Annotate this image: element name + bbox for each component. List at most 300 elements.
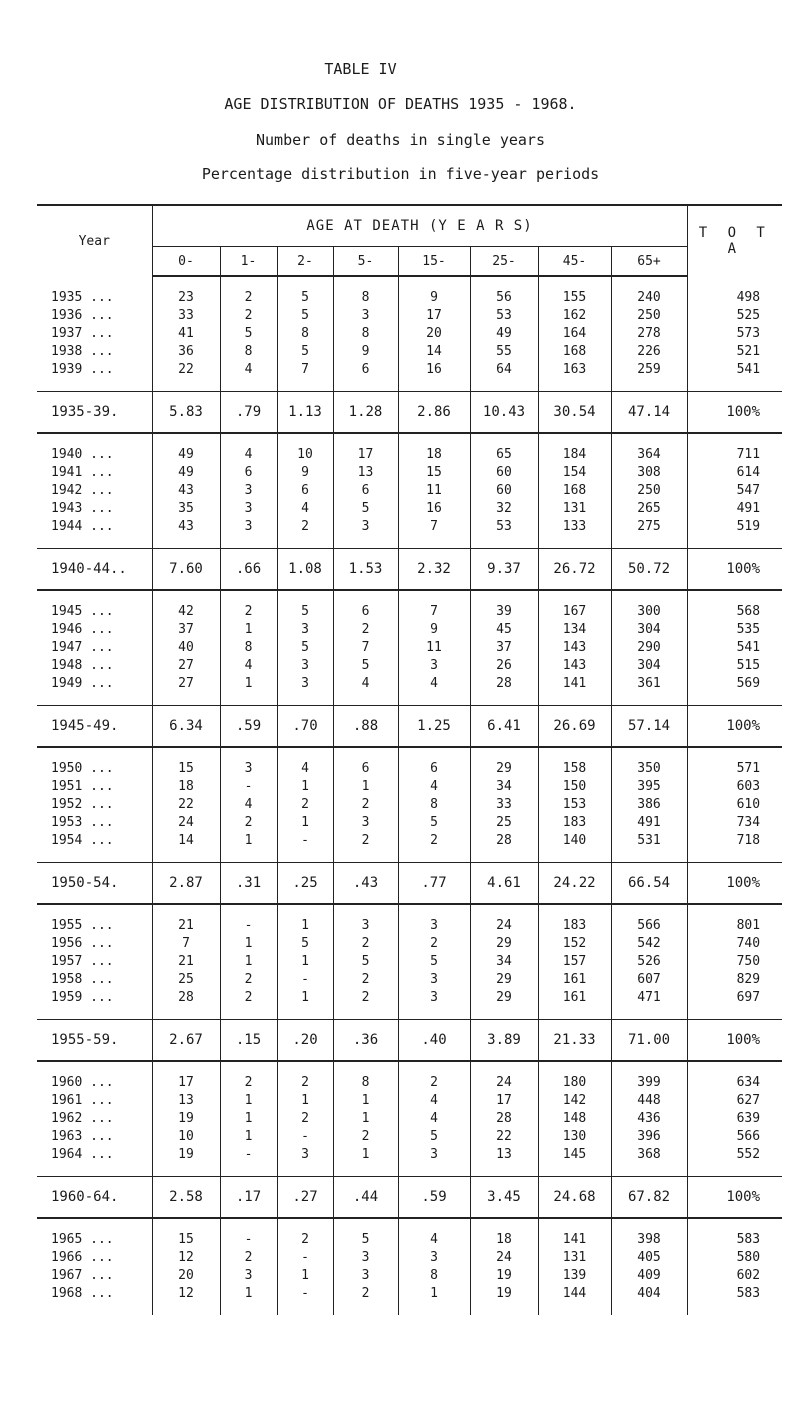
percentage-value: 6.41 [470,706,538,748]
table-row [37,778,782,796]
year-label: 1961 ... [37,1092,152,1110]
year-label: 1937 ... [37,325,152,343]
death-count: 6 [333,361,398,392]
death-count: 7 [277,361,333,392]
percentage-value: 47.14 [611,392,687,434]
table-row [37,796,782,814]
percentage-total: 100% [687,392,782,434]
row-total: 541 [736,362,761,377]
percentage-total: 100% [687,1020,782,1062]
death-count: 3 [333,904,398,935]
death-count: 26 [470,657,538,675]
table-row [37,657,782,675]
death-count: 32 [470,500,538,518]
percentage-value: 26.69 [538,706,611,748]
death-count: 8 [333,1061,398,1092]
death-count: 3 [398,1146,470,1177]
death-count: 28 [152,989,220,1020]
death-count: 14 [398,343,470,361]
death-count: 1 [220,675,277,706]
row-total: 569 [736,676,761,691]
year-label: 1950 ... [37,747,152,778]
death-count: 148 [538,1110,611,1128]
percentage-value: .36 [333,1020,398,1062]
year-label: 1953 ... [37,814,152,832]
death-count: 2 [333,832,398,863]
death-count: 1 [220,1128,277,1146]
row-total: 718 [736,833,761,848]
death-count: 18 [152,778,220,796]
death-count: 16 [398,361,470,392]
death-count: 18 [470,1218,538,1249]
table-row [37,747,782,778]
death-count: 5 [333,1218,398,1249]
row-total: 515 [736,658,761,673]
table-row [37,935,782,953]
percentage-value: 2.87 [152,863,220,905]
year-label: 1959 ... [37,989,152,1020]
year-label: 1965 ... [37,1218,152,1249]
death-count: 1 [398,1285,470,1315]
death-count: 24 [470,1249,538,1267]
period-label: 1950-54. [37,863,152,905]
death-count: 5 [277,590,333,621]
death-count: 152 [538,935,611,953]
death-count: 5 [333,953,398,971]
year-label: 1946 ... [37,621,152,639]
death-count: 60 [470,464,538,482]
death-count: 16 [398,500,470,518]
year-label: 1952 ... [37,796,152,814]
percentage-value: 26.72 [538,549,611,591]
death-count: 2 [277,1218,333,1249]
death-count: 8 [277,325,333,343]
table-row [37,1267,782,1285]
death-count: 143 [538,639,611,657]
death-count: 6 [333,482,398,500]
table-row [37,276,782,307]
death-count: 20 [152,1267,220,1285]
death-count: 24 [470,904,538,935]
death-count: 6 [277,482,333,500]
percentage-value: 24.68 [538,1177,611,1219]
death-count: 3 [333,307,398,325]
death-count: 404 [611,1285,687,1315]
death-count: 141 [538,1218,611,1249]
row-total: 521 [736,344,761,359]
death-count: 33 [470,796,538,814]
year-label: 1966 ... [37,1249,152,1267]
period-label: 1935-39. [37,392,152,434]
percentage-value: 3.45 [470,1177,538,1219]
death-count: 7 [333,639,398,657]
death-count: 14 [152,832,220,863]
death-count: 5 [220,325,277,343]
death-count: 2 [333,1128,398,1146]
death-count: 4 [220,657,277,675]
table-row [37,1128,782,1146]
death-count: 154 [538,464,611,482]
year-label: 1956 ... [37,935,152,953]
death-count: 28 [470,832,538,863]
death-count: 3 [277,657,333,675]
death-count: 7 [398,518,470,549]
death-count: 526 [611,953,687,971]
death-count: 4 [220,361,277,392]
year-label: 1968 ... [37,1285,152,1315]
death-count: 3 [398,1249,470,1267]
death-count: 2 [277,518,333,549]
death-count: 350 [611,747,687,778]
death-count: 139 [538,1267,611,1285]
year-label: 1942 ... [37,482,152,500]
table-row [37,307,782,325]
death-count: 43 [152,518,220,549]
row-total: 583 [736,1286,761,1301]
death-count: 41 [152,325,220,343]
death-count: 2 [220,971,277,989]
death-count: 2 [277,1061,333,1092]
death-count: 5 [277,307,333,325]
death-count: 3 [398,971,470,989]
year-label: 1957 ... [37,953,152,971]
death-count: 3 [220,518,277,549]
death-count: 2 [277,1110,333,1128]
death-count: - [220,1146,277,1177]
table-row [37,621,782,639]
death-count: 39 [470,590,538,621]
year-label: 1941 ... [37,464,152,482]
period-label: 1960-64. [37,1177,152,1219]
year-label: 1962 ... [37,1110,152,1128]
year-label: 1940 ... [37,433,152,464]
death-count: 161 [538,971,611,989]
table-body [37,276,782,1315]
percentage-value: 2.67 [152,1020,220,1062]
death-count: 19 [470,1285,538,1315]
death-count: 5 [277,935,333,953]
death-count: - [277,971,333,989]
death-count: 1 [277,1092,333,1110]
death-count: 144 [538,1285,611,1315]
death-count: 164 [538,325,611,343]
percentage-value: .40 [398,1020,470,1062]
row-total: 573 [736,326,761,341]
year-label: 1949 ... [37,675,152,706]
death-count: 448 [611,1092,687,1110]
table-row [37,814,782,832]
age-col-header: 65+ [611,247,687,277]
row-total: 634 [736,1075,761,1090]
death-count: 409 [611,1267,687,1285]
table-row [37,590,782,621]
death-count: 278 [611,325,687,343]
death-count: 3 [220,1267,277,1285]
year-label: 1951 ... [37,778,152,796]
death-count: 3 [220,500,277,518]
death-count: 1 [220,953,277,971]
percentage-value: .70 [277,706,333,748]
death-count: 1 [333,1146,398,1177]
death-count: 1 [277,814,333,832]
death-count: - [220,904,277,935]
death-count: 2 [398,1061,470,1092]
death-count: 4 [220,796,277,814]
death-count: 19 [152,1146,220,1177]
percentage-row [37,549,782,591]
year-label: 1964 ... [37,1146,152,1177]
death-count: 33 [152,307,220,325]
death-count: 140 [538,832,611,863]
death-count: 240 [611,276,687,307]
row-total: 750 [736,954,761,969]
death-count: 364 [611,433,687,464]
death-count: - [277,1285,333,1315]
death-count: 162 [538,307,611,325]
death-count: - [277,1128,333,1146]
death-count: 7 [398,590,470,621]
death-count: 1 [277,778,333,796]
period-label: 1945-49. [37,706,152,748]
death-count: 3 [277,675,333,706]
table-row [37,482,782,500]
percentage-value: .44 [333,1177,398,1219]
death-count: 2 [220,276,277,307]
table-row [37,464,782,482]
percentage-value: 2.86 [398,392,470,434]
death-count: 398 [611,1218,687,1249]
death-count: 130 [538,1128,611,1146]
percentage-value: .43 [333,863,398,905]
death-count: 8 [398,1267,470,1285]
death-count: 161 [538,989,611,1020]
death-count: 22 [152,361,220,392]
death-count: 12 [152,1285,220,1315]
age-col-header: 45- [538,247,611,277]
row-total: 610 [736,797,761,812]
death-count: 60 [470,482,538,500]
death-count: 11 [398,639,470,657]
death-count: 300 [611,590,687,621]
death-count: 29 [470,971,538,989]
percentage-value: .79 [220,392,277,434]
death-count: 531 [611,832,687,863]
death-count: 27 [152,675,220,706]
death-count: 7 [152,935,220,953]
death-count: 155 [538,276,611,307]
percentage-value: 21.33 [538,1020,611,1062]
death-count: 28 [470,675,538,706]
death-count: 21 [152,953,220,971]
death-count: 4 [277,747,333,778]
row-total: 519 [736,519,761,534]
death-count: 134 [538,621,611,639]
table-row [37,1110,782,1128]
death-count: 1 [333,778,398,796]
death-count: 10 [152,1128,220,1146]
death-count: 22 [152,796,220,814]
percentage-value: .31 [220,863,277,905]
death-count: 2 [277,796,333,814]
death-count: 22 [470,1128,538,1146]
death-count: 368 [611,1146,687,1177]
percentage-value: .66 [220,549,277,591]
death-count: 4 [398,1218,470,1249]
death-count: 2 [333,796,398,814]
death-count: 1 [220,1092,277,1110]
year-label: 1960 ... [37,1061,152,1092]
death-count: 143 [538,657,611,675]
death-count: 4 [398,675,470,706]
death-count: 4 [277,500,333,518]
row-total: 614 [736,465,761,480]
death-count: 396 [611,1128,687,1146]
year-label: 1938 ... [37,343,152,361]
death-count: 5 [277,343,333,361]
death-count: 607 [611,971,687,989]
death-count: 2 [220,1061,277,1092]
percentage-total: 100% [687,1177,782,1219]
death-count: 131 [538,1249,611,1267]
death-count: 304 [611,657,687,675]
table-row [37,518,782,549]
death-count: 37 [470,639,538,657]
death-count: 3 [398,989,470,1020]
table-row [37,989,782,1020]
year-label: 1939 ... [37,361,152,392]
year-label: 1935 ... [37,276,152,307]
row-total: 571 [736,761,761,776]
death-count: 49 [470,325,538,343]
period-label: 1940-44.. [37,549,152,591]
table-row [37,1218,782,1249]
year-label: 1944 ... [37,518,152,549]
death-count: 9 [333,343,398,361]
death-count: 3 [333,1267,398,1285]
death-count: 3 [220,482,277,500]
year-label: 1943 ... [37,500,152,518]
percentage-value: .17 [220,1177,277,1219]
table-title: AGE DISTRIBUTION OF DEATHS 1935 - 1968. [224,95,577,113]
death-count: 3 [398,904,470,935]
caption-five-year-periods: Percentage distribution in five-year periods [201,165,600,183]
death-count: 17 [152,1061,220,1092]
death-count: 167 [538,590,611,621]
death-count: 23 [152,276,220,307]
death-count: 1 [333,1092,398,1110]
row-total: 740 [736,936,761,951]
death-count: 1 [277,1267,333,1285]
death-count: - [277,832,333,863]
death-count: 34 [470,953,538,971]
death-count: 4 [220,433,277,464]
death-count: 19 [470,1267,538,1285]
death-count: 5 [277,276,333,307]
percentage-value: 2.58 [152,1177,220,1219]
percentage-row [37,863,782,905]
row-total: 552 [736,1147,761,1162]
death-count: 3 [333,1249,398,1267]
death-count: 361 [611,675,687,706]
row-total: 801 [736,918,761,933]
death-count: 2 [220,989,277,1020]
percentage-row [37,1177,782,1219]
death-count: 1 [220,621,277,639]
death-count: 29 [470,747,538,778]
row-total: 491 [736,501,761,516]
death-count: 17 [470,1092,538,1110]
percentage-value: .25 [277,863,333,905]
death-count: 11 [398,482,470,500]
death-count: 6 [333,590,398,621]
year-label: 1958 ... [37,971,152,989]
death-count: 17 [398,307,470,325]
death-count: 13 [470,1146,538,1177]
death-count: 168 [538,482,611,500]
death-count: 9 [277,464,333,482]
death-count: 2 [333,935,398,953]
percentage-total: 100% [687,706,782,748]
death-count: 40 [152,639,220,657]
death-count: 35 [152,500,220,518]
age-col-header: 15- [398,247,470,277]
percentage-value: 1.13 [277,392,333,434]
death-count: 3 [398,657,470,675]
percentage-value: 4.61 [470,863,538,905]
death-count: 2 [333,989,398,1020]
age-col-header: 2- [277,247,333,277]
death-count: 9 [398,621,470,639]
death-count: 399 [611,1061,687,1092]
percentage-value: 1.08 [277,549,333,591]
year-label: 1955 ... [37,904,152,935]
year-label: 1948 ... [37,657,152,675]
death-count: 1 [277,953,333,971]
death-count: 180 [538,1061,611,1092]
table-row [37,343,782,361]
death-count: 25 [152,971,220,989]
death-count: 290 [611,639,687,657]
death-count: 6 [333,747,398,778]
year-label: 1967 ... [37,1267,152,1285]
death-count: 184 [538,433,611,464]
row-total: 566 [736,1129,761,1144]
row-total: 829 [736,972,761,987]
table-row [37,953,782,971]
percentage-value: 50.72 [611,549,687,591]
death-count: 163 [538,361,611,392]
row-total: 535 [736,622,761,637]
death-count: 6 [398,747,470,778]
death-count: 56 [470,276,538,307]
table-number: TABLE IV [324,60,397,78]
death-count: 141 [538,675,611,706]
age-col-header: 25- [470,247,538,277]
year-label: 1963 ... [37,1128,152,1146]
death-count: 491 [611,814,687,832]
death-count: 19 [152,1110,220,1128]
death-count: 265 [611,500,687,518]
death-count: 64 [470,361,538,392]
death-count: 15 [152,1218,220,1249]
percentage-value: .59 [398,1177,470,1219]
death-count: 1 [220,1285,277,1315]
percentage-row [37,1020,782,1062]
death-count: 6 [220,464,277,482]
death-count: 43 [152,482,220,500]
death-count: 55 [470,343,538,361]
death-count: 4 [333,675,398,706]
